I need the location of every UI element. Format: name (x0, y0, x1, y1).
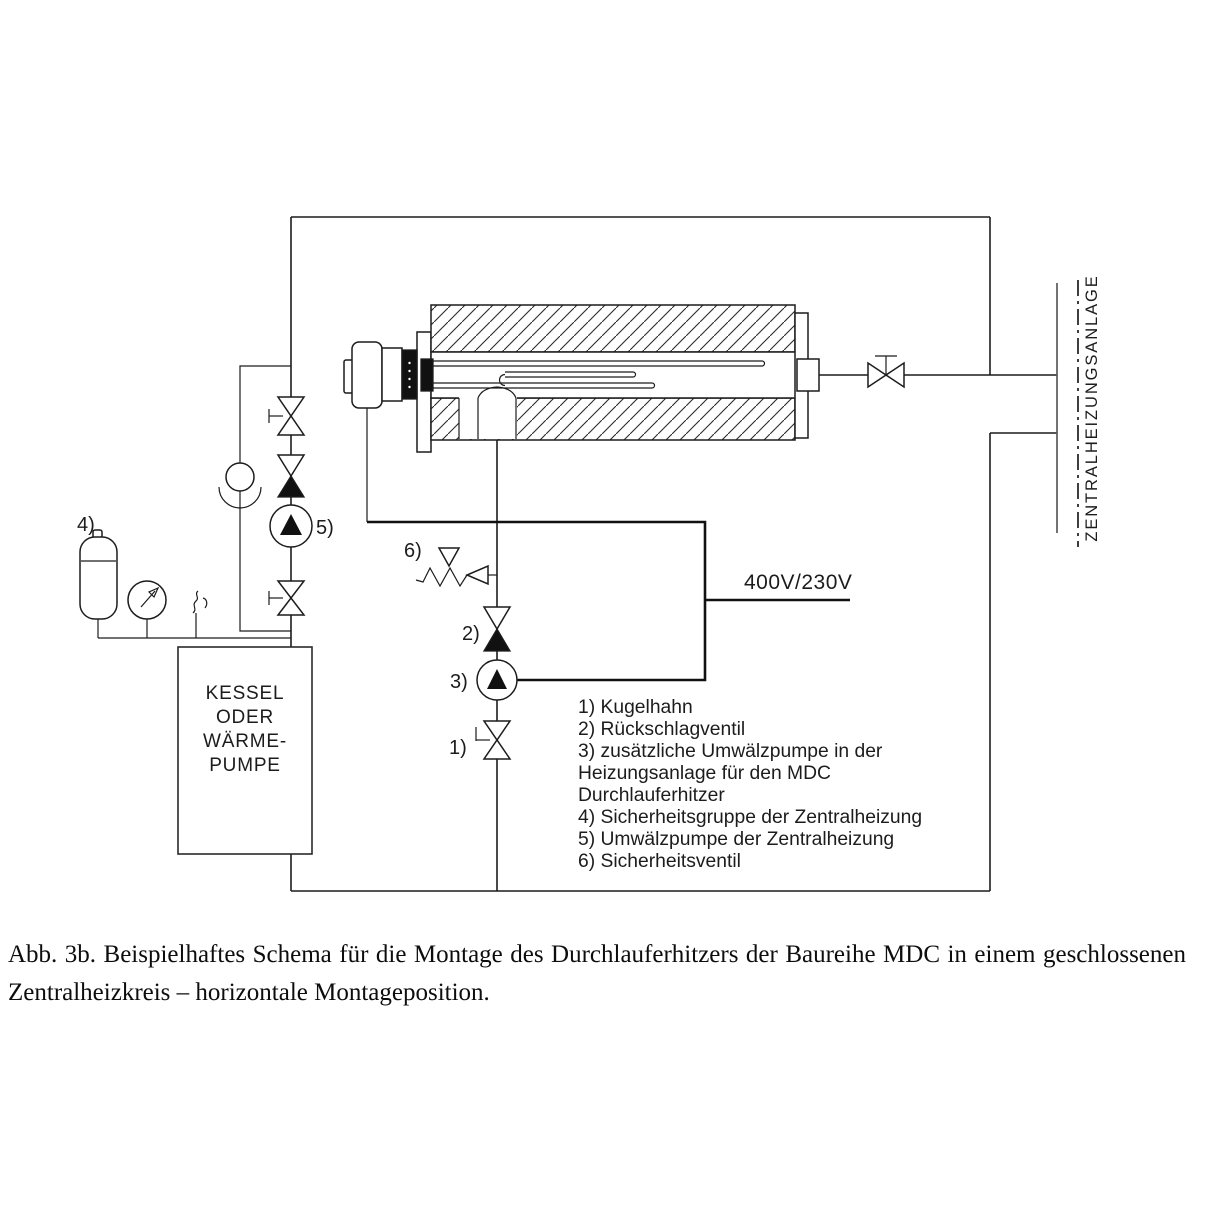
figure-caption: Abb. 3b. Beispielhaftes Schema für die Montage des Durchlauferhitzers der Baureihe MDC in einem geschlossenen Zentralheizkreis – horizontale Montageposition. (8, 941, 1186, 1006)
legend-line: 3) zusätzliche Umwälzpumpe in der (578, 741, 883, 762)
check-valve-2-icon (484, 607, 510, 651)
safety-valve-icon (416, 548, 497, 586)
callout-4: 4) (77, 514, 95, 536)
heater-flange-plate (417, 332, 431, 452)
legend-line: 4) Sicherheitsgruppe der Zentralheizung (578, 807, 923, 828)
callout-5: 5) (316, 517, 334, 539)
boiler-label-3: WÄRME- (203, 731, 287, 752)
power-supply-label: 400V/230V (744, 571, 853, 594)
legend-line: 6) Sicherheitsventil (578, 851, 741, 872)
callout-3: 3) (450, 671, 468, 693)
ball-valve-lower-icon (269, 581, 304, 615)
legend-line: 1) Kugelhahn (578, 697, 693, 718)
heater-shell-top (431, 305, 795, 352)
ball-valve-hot-line-icon (868, 356, 904, 387)
callout-1: 1) (449, 737, 467, 759)
boiler-box (178, 647, 312, 854)
callout-2: 2) (462, 623, 480, 645)
boiler-label-2: ODER (215, 707, 275, 728)
legend (578, 697, 922, 872)
boiler-label-4: PUMPE (209, 755, 281, 776)
expansion-vessel-icon (80, 530, 117, 638)
ball-valve-upper-icon (269, 397, 304, 435)
heater-bore (431, 352, 798, 398)
heater-assembly (344, 305, 819, 452)
check-valve-left-icon (278, 455, 304, 497)
boiler-label-1: KESSEL (205, 683, 285, 704)
heater-outlet-fitting (797, 359, 819, 391)
legend-line: Heizungsanlage für den MDC (578, 763, 831, 784)
legend-line: Durchlauferhitzer (578, 785, 725, 806)
pressure-gauge-icon (128, 581, 166, 638)
heater-bottom-port (459, 397, 517, 439)
pump-5-icon (270, 505, 312, 547)
legend-line: 5) Umwälzpumpe der Zentralheizung (578, 829, 895, 850)
electrical-wiring (367, 408, 852, 680)
central-heating-system (1057, 274, 1101, 547)
cap-black-band (402, 350, 417, 399)
cap-seal (421, 359, 433, 391)
pump-3-icon (477, 660, 517, 700)
central-heating-label: ZENTRALHEIZUNGSANLAGE (1083, 274, 1101, 542)
legend-line: 2) Rückschlagventil (578, 719, 746, 740)
callout-6: 6) (404, 540, 422, 562)
ball-valve-1-icon (476, 721, 510, 759)
air-vent-icon (193, 591, 207, 638)
